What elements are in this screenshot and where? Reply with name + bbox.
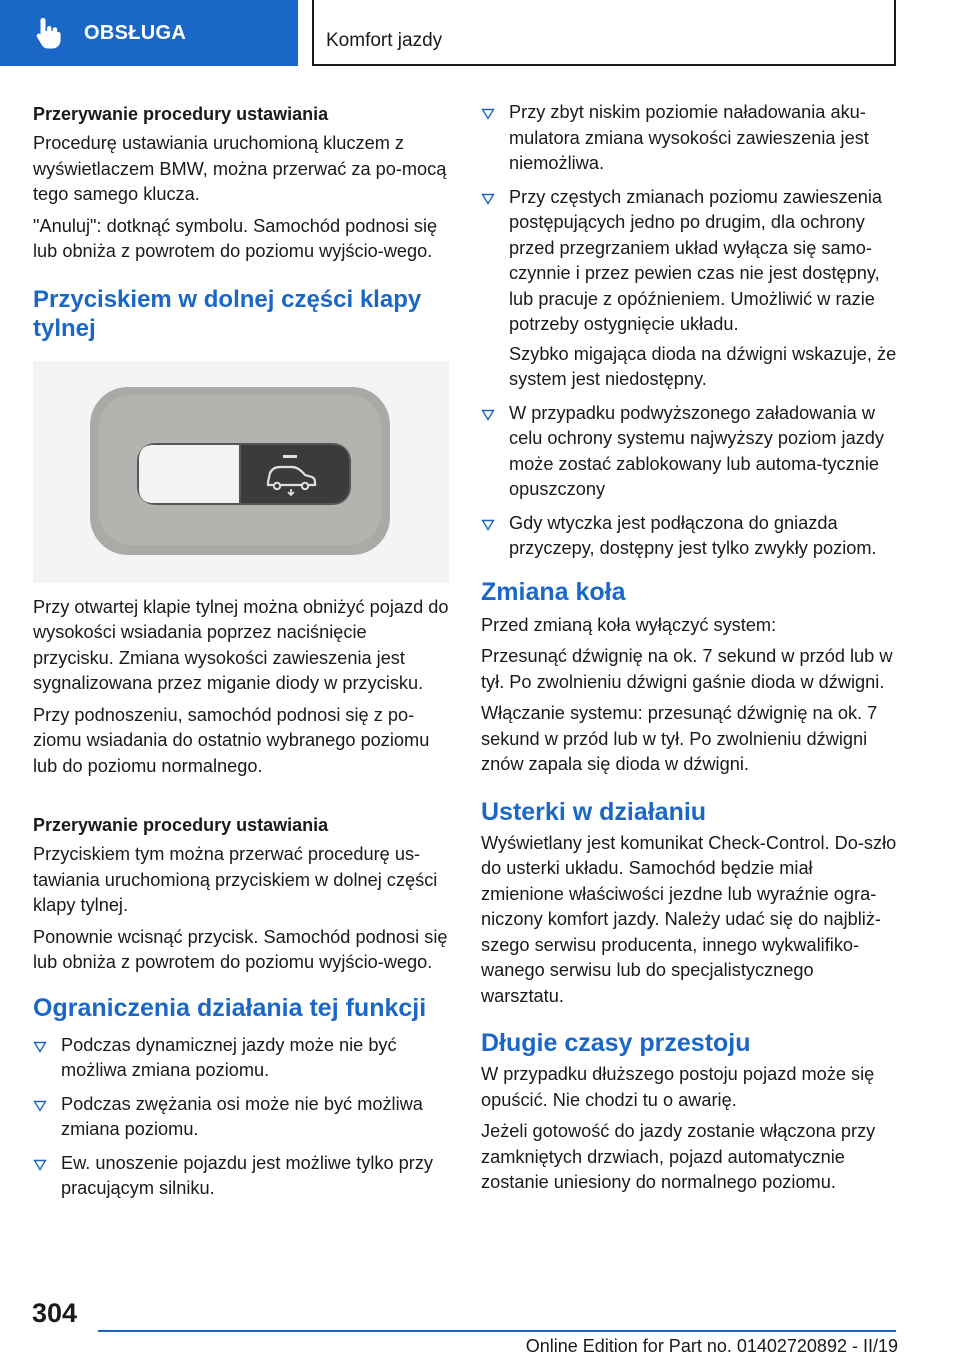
paragraph: Przyciskiem tym można przerwać procedurę us‐tawiania uruchomioną przyciskiem w dolnej części klapy tylnej. [33,844,438,915]
triangle-bullet-icon [481,193,495,205]
list-item: Podczas dynamicznej jazdy może nie być możliwa zmiana poziomu. [33,1033,449,1084]
paragraph: Ponownie wcisnąć przycisk. Samochód podnosi się lub obniża z powrotem do poziomu wyjścio‐wego. [33,926,448,972]
triangle-bullet-icon [33,1041,47,1053]
list-item: W przypadku podwyższonego załadowania w celu ochrony systemu najwyższy poziom jazdy może zostać zablokowany lub automa‐tycznie opuszczony [481,401,897,503]
limitations-list [33,1033,449,1202]
paragraph: Przesunąć dźwignię na ok. 7 sekund w przód lub w tył. Po zwolnieniu dźwigni gaśnie dioda w dźwigni. [481,646,893,692]
paragraph: Przy otwartej klapie tylnej można obniżyć pojazd do wysokości wsiadania poprzez naciśnięcie przycisku. Zmiana wysokości zawieszenia jest sygnalizowana przez miganie diody w przycisku. [33,596,449,693]
list-item: Ew. unoszenie pojazdu jest możliwe tylko przy pracującym silniku. [33,1151,449,1202]
edition-note: Online Edition for Part no. 01402720892 - II/19 [525,1336,898,1356]
triangle-bullet-icon [481,409,495,421]
section-tab [0,0,298,66]
subheading-cancel-key: Przerywanie procedury ustawiania [33,104,329,124]
paragraph: Przed zmianą koła wyłączyć system: [481,614,777,635]
paragraph: "Anuluj": dotknąć symbolu. Samochód podnosi się lub obniża z powrotem do poziomu wyjścio‐wego. [33,215,438,261]
paragraph: W przypadku dłuższego postoju pojazd może się opuścić. Nie chodzi tu o awarię. [481,1064,875,1110]
right-column [481,100,897,1202]
triangle-bullet-icon [481,108,495,120]
paragraph: Jeżeli gotowość do jazdy zostanie włączona przy zamkniętych drzwiach, pojazd automatycznie zostanie uniesiony do normalnego poziomu. [481,1121,876,1192]
heading-long-standstill: Długie czasy przestoju [481,1029,751,1057]
list-item: Gdy wtyczka jest podłączona do gniazda przyczepy, dostępny jest tylko zwykły poziom. [481,511,897,562]
page-number: 304 [32,1298,78,1328]
paragraph: Włączanie systemu: przesunąć dźwignię na ok. 7 sekund w przód lub w tył. Po zwolnieniu dźwigni znów zapala się dioda w dźwigni. [481,703,878,774]
list-item: Przy zbyt niskim poziomie naładowania aku‐mulatora zmiana wysokości zawieszenia jest niemożliwa. [481,100,897,177]
subheading-cancel-button: Przerywanie procedury ustawiania [33,815,329,835]
paragraph: Procedurę ustawiania uruchomioną kluczem z wyświetlaczem BMW, można przerwać za po‐mocą tego samego klucza. [33,133,447,204]
list-continuation: Szybko migająca dioda na dźwigni wskazuje, że system jest niedostępny. [509,343,897,389]
heading-limitations: Ograniczenia działania tej funkcji [33,993,427,1022]
chapter-title: Komfort jazdy [326,30,443,51]
triangle-bullet-icon [481,519,495,531]
triangle-bullet-icon [33,1159,47,1171]
triangle-bullet-icon [33,1100,47,1112]
heading-malfunctions: Usterki w działaniu [481,797,707,826]
limitations-list-continued [481,100,897,338]
heading-tailgate-button: Przyciskiem w dolnej części klapy tylnej [33,285,422,342]
list-item: Podczas zwężania osi może nie być możliwa zmiana poziomu. [33,1092,449,1143]
footer-divider [98,1330,896,1332]
tailgate-button-illustration [33,361,449,583]
section-title: OBSŁUGA [84,21,187,44]
hand-pointer-icon [30,14,68,52]
paragraph: Wyświetlany jest komunikat Check-Control. Do‐szło do usterki układu. Samochód będzie miał zmienione właściwości jezdne lub wyraźnie ogra‐niczony komfort jazdy. Należy udać się do najbliż‐szego serwisu producenta, innego wykwalifiko‐wanego serwisu lub do specjalistycznego warsztatu. [481,832,897,1006]
paragraph: Przy podnoszeniu, samochód podnosi się z po‐ziomu wsiadania do ostatnio wybranego poziomu lub do poziomu normalnego. [33,704,430,776]
limitations-list-continued-2 [481,401,897,562]
heading-wheel-change: Zmiana koła [481,577,626,606]
list-item: Przy częstych zmianach poziomu zawieszenia postępujących jedno po drugim, dla ochrony przed przegrzaniem układ wyłącza się samo‐czynnie i przez pewien czas nie jest dostępny, lub pracuje z opóźnieniem. Umożliwić w razie potrzeby ostygnięcie układu. [481,185,897,338]
left-column [33,100,449,1210]
